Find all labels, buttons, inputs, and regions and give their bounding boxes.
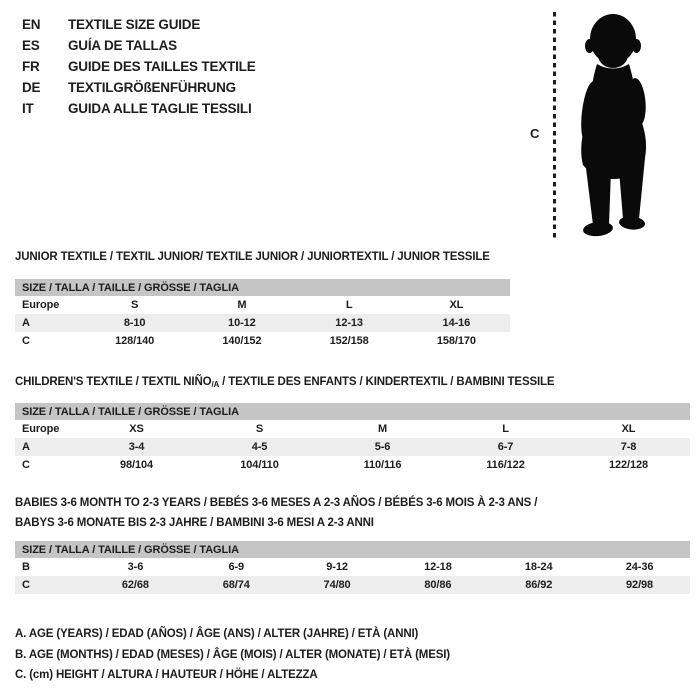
table-row — [15, 314, 510, 332]
size-cell: 116/122 — [486, 459, 525, 471]
size-cell: 98/104 — [119, 459, 154, 471]
size-cell: 158/170 — [436, 335, 476, 347]
children-title-pre: CHILDREN'S TEXTILE / TEXTIL NIÑO — [15, 376, 212, 388]
size-cell: M — [377, 423, 388, 435]
size-cell: L — [345, 299, 353, 311]
table-row — [15, 296, 510, 314]
row-label: Europe — [22, 299, 60, 311]
size-cell: 86/92 — [525, 579, 553, 591]
guide-title: TEXTILE SIZE GUIDE — [68, 17, 201, 32]
guide-title: GUIDE DES TAILLES TEXTILE — [68, 59, 256, 74]
children-title-sub: /A — [211, 380, 220, 389]
list-item — [22, 14, 256, 35]
size-cell: S — [255, 423, 264, 435]
size-cell: 3-4 — [128, 441, 145, 453]
table-row — [15, 576, 690, 594]
table-row — [15, 438, 690, 456]
row-label: A — [22, 317, 30, 329]
list-item — [22, 56, 256, 77]
size-cell: 6-9 — [228, 561, 245, 573]
size-cell: XS — [129, 423, 144, 435]
children-section-title — [15, 376, 554, 389]
size-cell: 140/152 — [222, 335, 262, 347]
height-measure-line — [553, 12, 556, 240]
language-title-list — [22, 14, 256, 119]
size-cell: M — [237, 299, 247, 311]
table-header-label: SIZE / TALLA / TAILLE / GRÖSSE / TAGLIA — [22, 543, 239, 556]
table-row — [15, 420, 690, 438]
size-cell: 9-12 — [326, 561, 348, 573]
size-cell: XL — [449, 299, 464, 311]
size-cell: 92/98 — [626, 579, 654, 591]
size-cell: 12-13 — [335, 317, 363, 329]
language-code: FR — [22, 59, 40, 74]
size-cell: 12-18 — [424, 561, 452, 573]
table-header-label: SIZE / TALLA / TAILLE / GRÖSSE / TAGLIA — [22, 405, 239, 418]
list-item — [22, 98, 256, 119]
row-label: C — [22, 459, 30, 471]
language-code: EN — [22, 17, 41, 32]
size-cell: 4-5 — [251, 441, 268, 453]
size-cell: 104/110 — [240, 459, 279, 471]
figure-measure-label: C — [530, 126, 540, 141]
measurement-figure — [530, 10, 680, 247]
size-cell: 62/68 — [121, 579, 149, 591]
language-code: IT — [22, 101, 34, 116]
toddler-silhouette — [564, 12, 664, 242]
children-size-table — [15, 403, 690, 474]
row-label: Europe — [22, 423, 60, 435]
junior-size-table — [15, 279, 510, 350]
table-header-label: SIZE / TALLA / TAILLE / GRÖSSE / TAGLIA — [22, 281, 239, 294]
size-cell: 68/74 — [222, 579, 250, 591]
language-code: DE — [22, 80, 41, 95]
babies-section-title-line1: BABIES 3-6 MONTH TO 2-3 YEARS / BEBÉS 3-6 MESES A 2-3 AÑOS / BÉBÉS 3-6 MOIS À 2-3 ANS / — [15, 497, 538, 509]
legend-notes — [15, 624, 450, 686]
size-cell: 5-6 — [374, 441, 391, 453]
guide-title: GUÍA DE TALLAS — [68, 38, 177, 53]
size-cell: 10-12 — [228, 317, 256, 329]
size-cell: 14-16 — [442, 317, 471, 329]
guide-title: TEXTILGRÖßENFÜHRUNG — [68, 80, 236, 95]
size-cell: 6-7 — [497, 441, 514, 453]
children-title-post: / TEXTILE DES ENFANTS / KINDERTEXTIL / BAMBINI TESSILE — [219, 376, 555, 388]
table-row — [15, 456, 690, 474]
row-label: C — [22, 579, 30, 591]
babies-size-table — [15, 541, 690, 594]
size-cell: L — [502, 423, 509, 435]
table-row — [15, 332, 510, 350]
table-header — [15, 279, 510, 296]
size-cell: 152/158 — [329, 335, 369, 347]
size-cell: 74/80 — [323, 579, 351, 591]
table-row — [15, 558, 690, 576]
size-cell: 110/116 — [363, 459, 402, 471]
size-cell: 24-36 — [625, 561, 654, 573]
language-code: ES — [22, 38, 40, 53]
legend-note-a: A. AGE (YEARS) / EDAD (AÑOS) / ÂGE (ANS) / ALTER (JAHRE) / ETÀ (ANNI) — [15, 628, 419, 640]
row-label: B — [22, 561, 30, 573]
row-label: A — [22, 441, 30, 453]
size-cell: 18-24 — [524, 561, 553, 573]
babies-section-title-line2: BABYS 3-6 MONATE BIS 2-3 JAHRE / BAMBINI 3-6 MESI A 2-3 ANNI — [15, 517, 374, 529]
size-cell: 8-10 — [123, 317, 146, 329]
size-cell: 122/128 — [608, 459, 649, 471]
table-header — [15, 403, 690, 420]
size-cell: 7-8 — [620, 441, 637, 453]
list-item — [22, 77, 256, 98]
legend-note-b: B. AGE (MONTHS) / EDAD (MESES) / ÂGE (MOIS) / ALTER (MONATE) / ETÀ (MESI) — [15, 648, 450, 661]
size-cell: 3-6 — [127, 561, 144, 573]
size-cell: 128/140 — [115, 335, 155, 347]
row-label: C — [22, 335, 30, 347]
size-cell: XL — [621, 423, 636, 435]
junior-section-title: JUNIOR TEXTILE / TEXTIL JUNIOR/ TEXTILE JUNIOR / JUNIORTEXTIL / JUNIOR TESSILE — [15, 251, 490, 263]
guide-title: GUIDA ALLE TAGLIE TESSILI — [68, 101, 252, 116]
legend-note-c: C. (cm) HEIGHT / ALTURA / HAUTEUR / HÖHE / ALTEZZA — [15, 669, 318, 681]
list-item — [22, 35, 256, 56]
size-cell: S — [131, 299, 139, 311]
table-header — [15, 541, 690, 558]
size-cell: 80/86 — [424, 579, 452, 591]
